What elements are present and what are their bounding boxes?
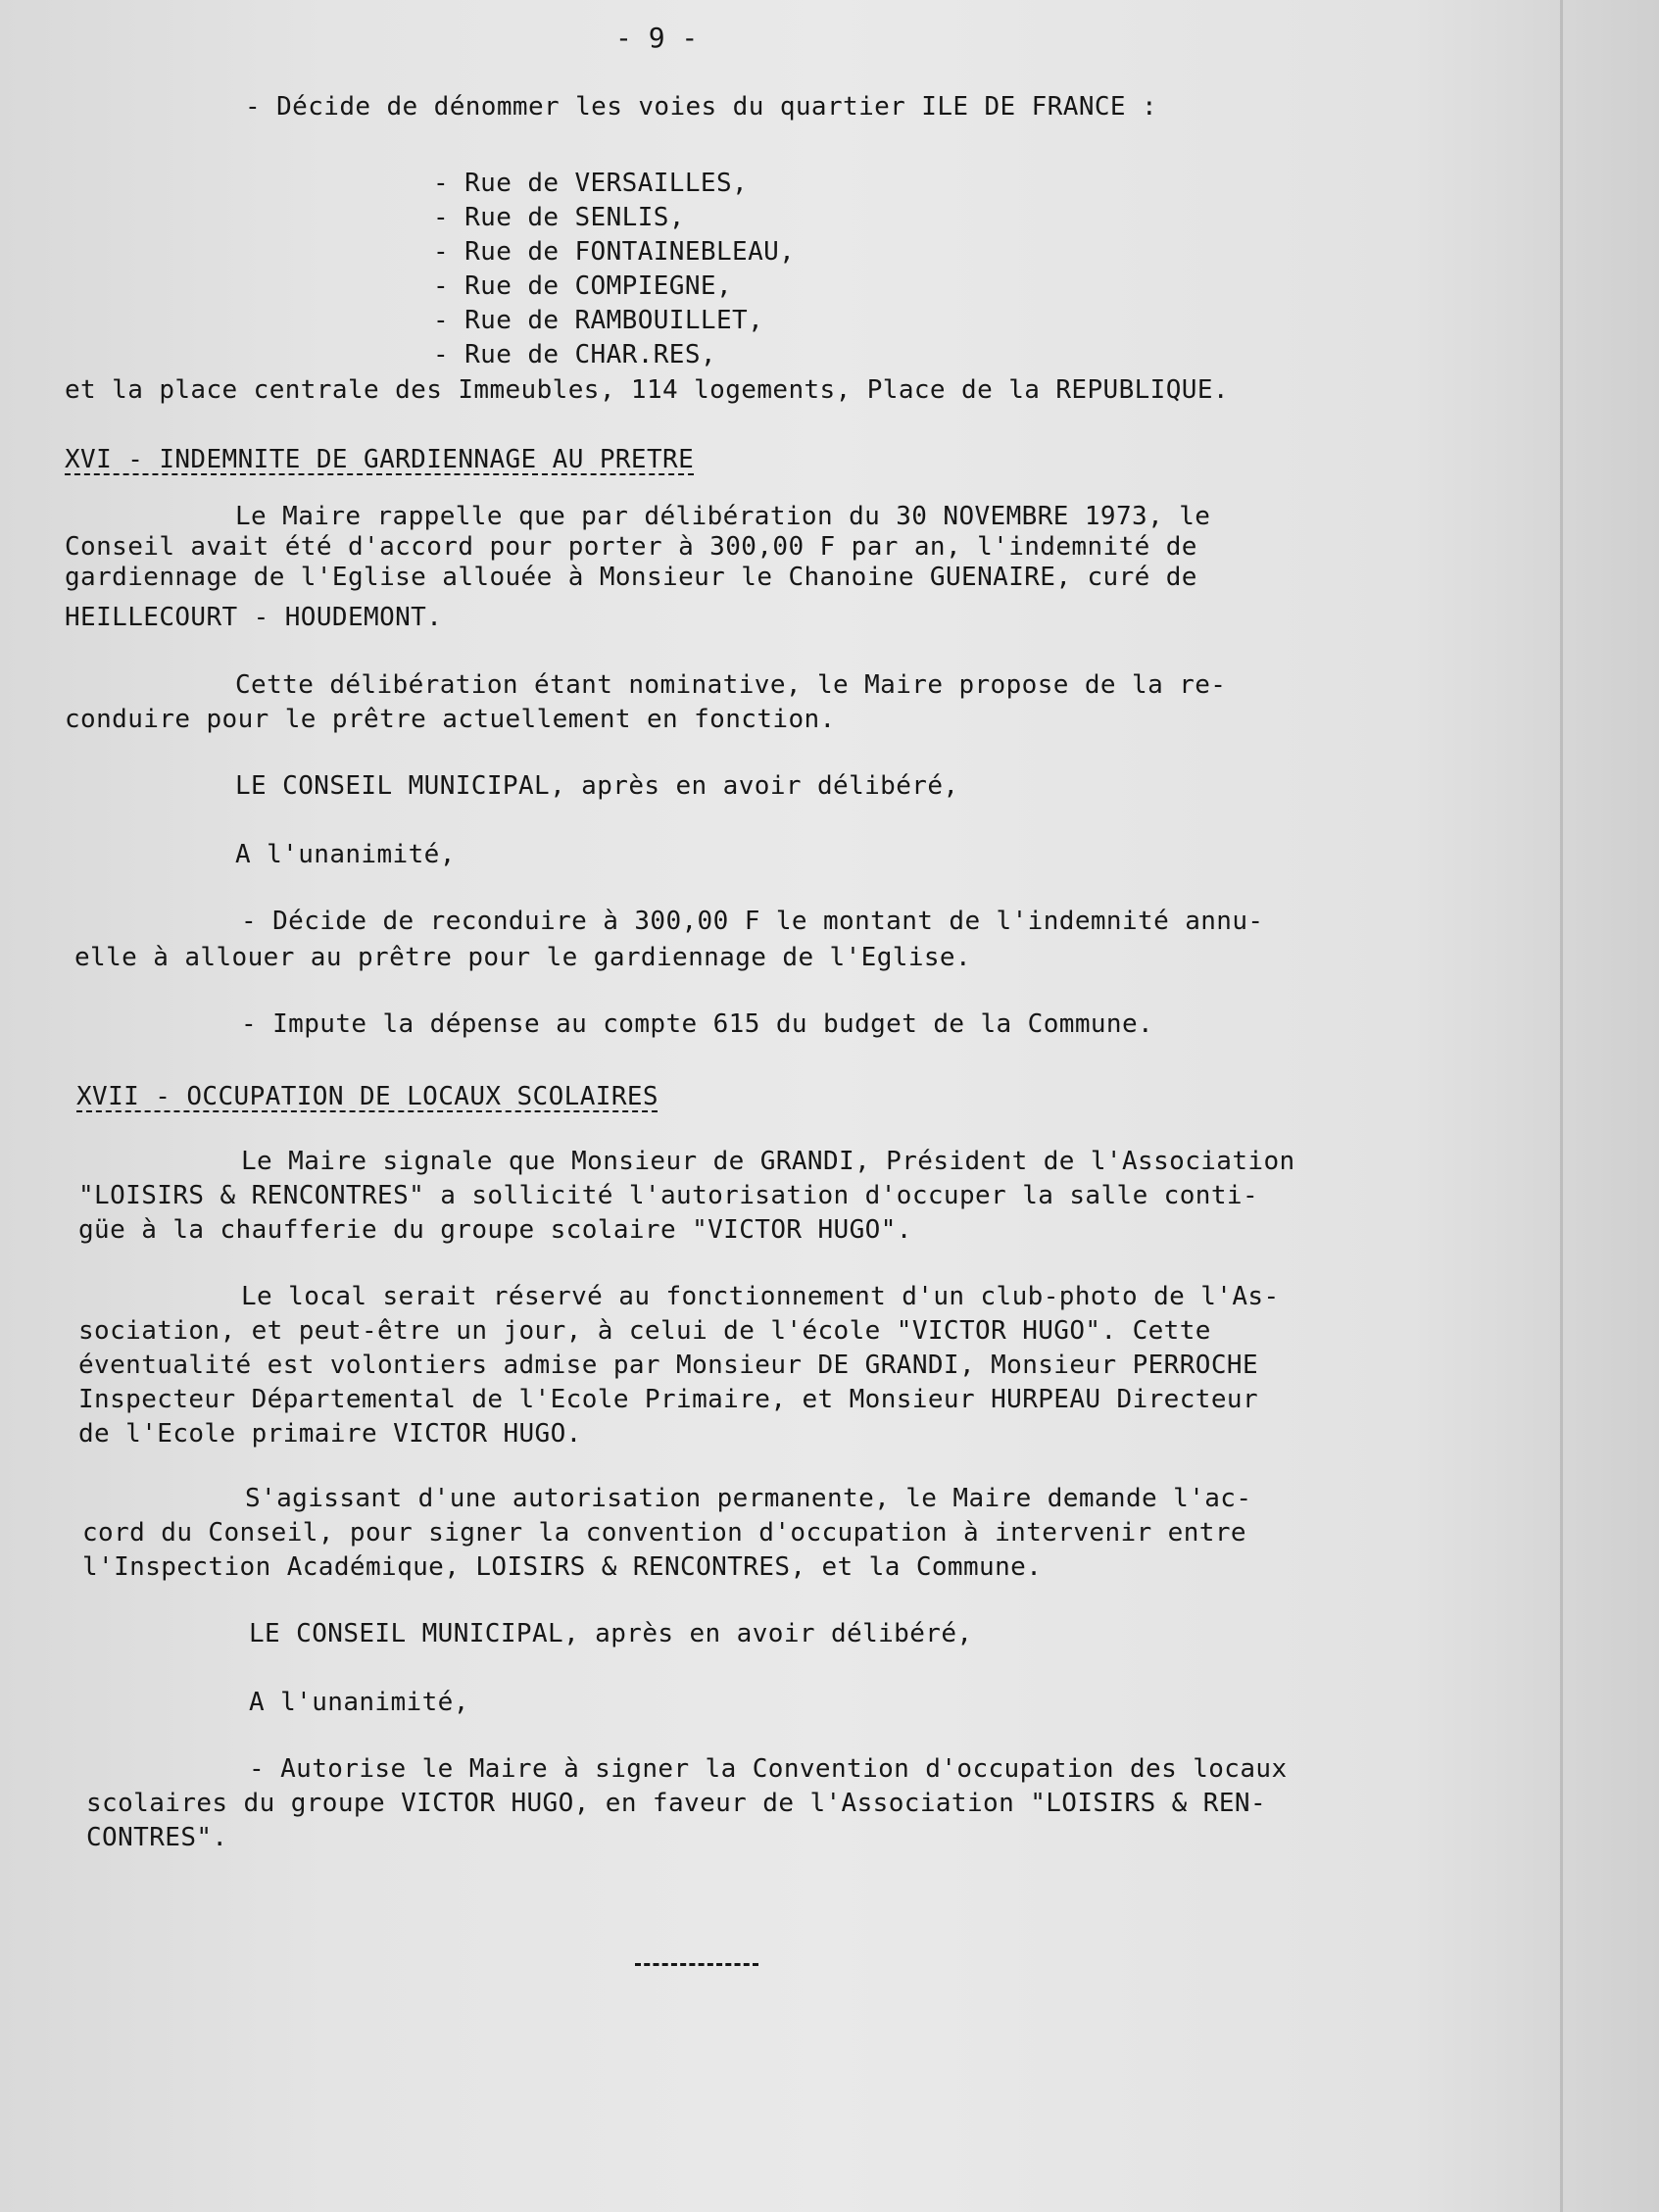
text-line: Le local serait réservé au fonctionnement d'un club-photo de l'As- bbox=[241, 1282, 1280, 1311]
street-list-item: - Rue de VERSAILLES, bbox=[433, 169, 749, 198]
text-line: gardiennage de l'Eglise allouée à Monsieur le Chanoine GUENAIRE, curé de bbox=[65, 563, 1197, 592]
text-line: conduire pour le prêtre actuellement en fonction. bbox=[65, 705, 836, 734]
text-line: cord du Conseil, pour signer la convention d'occupation à intervenir entre bbox=[82, 1518, 1246, 1548]
text-line: LE CONSEIL MUNICIPAL, après en avoir délibéré, bbox=[249, 1619, 973, 1648]
end-separator-rule bbox=[635, 1963, 758, 1966]
text-line: Conseil avait été d'accord pour porter à 300,00 F par an, l'indemnité de bbox=[65, 532, 1197, 562]
text-line: CONTRES". bbox=[86, 1823, 228, 1852]
text-line: LE CONSEIL MUNICIPAL, après en avoir délibéré, bbox=[235, 771, 959, 801]
text-line: l'Inspection Académique, LOISIRS & RENCONTRES, et la Commune. bbox=[82, 1552, 1043, 1582]
page-edge-shadow bbox=[1560, 0, 1563, 2212]
text-line: et la place centrale des Immeubles, 114 logements, Place de la REPUBLIQUE. bbox=[65, 375, 1229, 405]
text-line: scolaires du groupe VICTOR HUGO, en faveur de l'Association "LOISIRS & REN- bbox=[86, 1789, 1266, 1818]
text-line: S'agissant d'une autorisation permanente, le Maire demande l'ac- bbox=[245, 1484, 1252, 1513]
text-line: Inspecteur Départemental de l'Ecole Primaire, et Monsieur HURPEAU Directeur bbox=[78, 1385, 1258, 1414]
section-heading-xvii: XVII - OCCUPATION DE LOCAUX SCOLAIRES bbox=[76, 1082, 659, 1111]
text-line: A l'unanimité, bbox=[235, 840, 456, 869]
text-line: Cette délibération étant nominative, le Maire propose de la re- bbox=[235, 670, 1227, 700]
text-line: de l'Ecole primaire VICTOR HUGO. bbox=[78, 1419, 582, 1449]
text-line: A l'unanimité, bbox=[249, 1688, 469, 1717]
street-list-item: - Rue de COMPIEGNE, bbox=[433, 271, 733, 301]
text-line: "LOISIRS & RENCONTRES" a sollicité l'autorisation d'occuper la salle conti- bbox=[78, 1181, 1258, 1210]
section-heading-xvi: XVI - INDEMNITE DE GARDIENNAGE AU PRETRE bbox=[65, 445, 695, 474]
street-list-item: - Rue de RAMBOUILLET, bbox=[433, 306, 764, 335]
street-list-item: - Rue de CHAR.RES, bbox=[433, 340, 716, 369]
text-line: - Décide de reconduire à 300,00 F le montant de l'indemnité annu- bbox=[241, 907, 1264, 936]
text-line: éventualité est volontiers admise par Monsieur DE GRANDI, Monsieur PERROCHE bbox=[78, 1351, 1258, 1380]
text-line: - Décide de dénommer les voies du quartier ILE DE FRANCE : bbox=[245, 92, 1158, 122]
street-list-item: - Rue de SENLIS, bbox=[433, 203, 685, 232]
text-line: - Impute la dépense au compte 615 du budget de la Commune. bbox=[241, 1009, 1154, 1039]
text-line: güe à la chaufferie du groupe scolaire "VICTOR HUGO". bbox=[78, 1215, 912, 1245]
text-line: - Autorise le Maire à signer la Convention d'occupation des locaux bbox=[249, 1754, 1288, 1784]
text-line: elle à allouer au prêtre pour le gardiennage de l'Eglise. bbox=[74, 943, 972, 972]
text-line: sociation, et peut-être un jour, à celui de l'école "VICTOR HUGO". Cette bbox=[78, 1316, 1211, 1346]
page-number: - 9 - bbox=[615, 22, 699, 54]
street-list-item: - Rue de FONTAINEBLEAU, bbox=[433, 237, 796, 267]
text-line: HEILLECOURT - HOUDEMONT. bbox=[65, 603, 443, 632]
text-line: Le Maire rappelle que par délibération du 30 NOVEMBRE 1973, le bbox=[235, 502, 1211, 531]
text-line: Le Maire signale que Monsieur de GRANDI, Président de l'Association bbox=[241, 1147, 1295, 1176]
